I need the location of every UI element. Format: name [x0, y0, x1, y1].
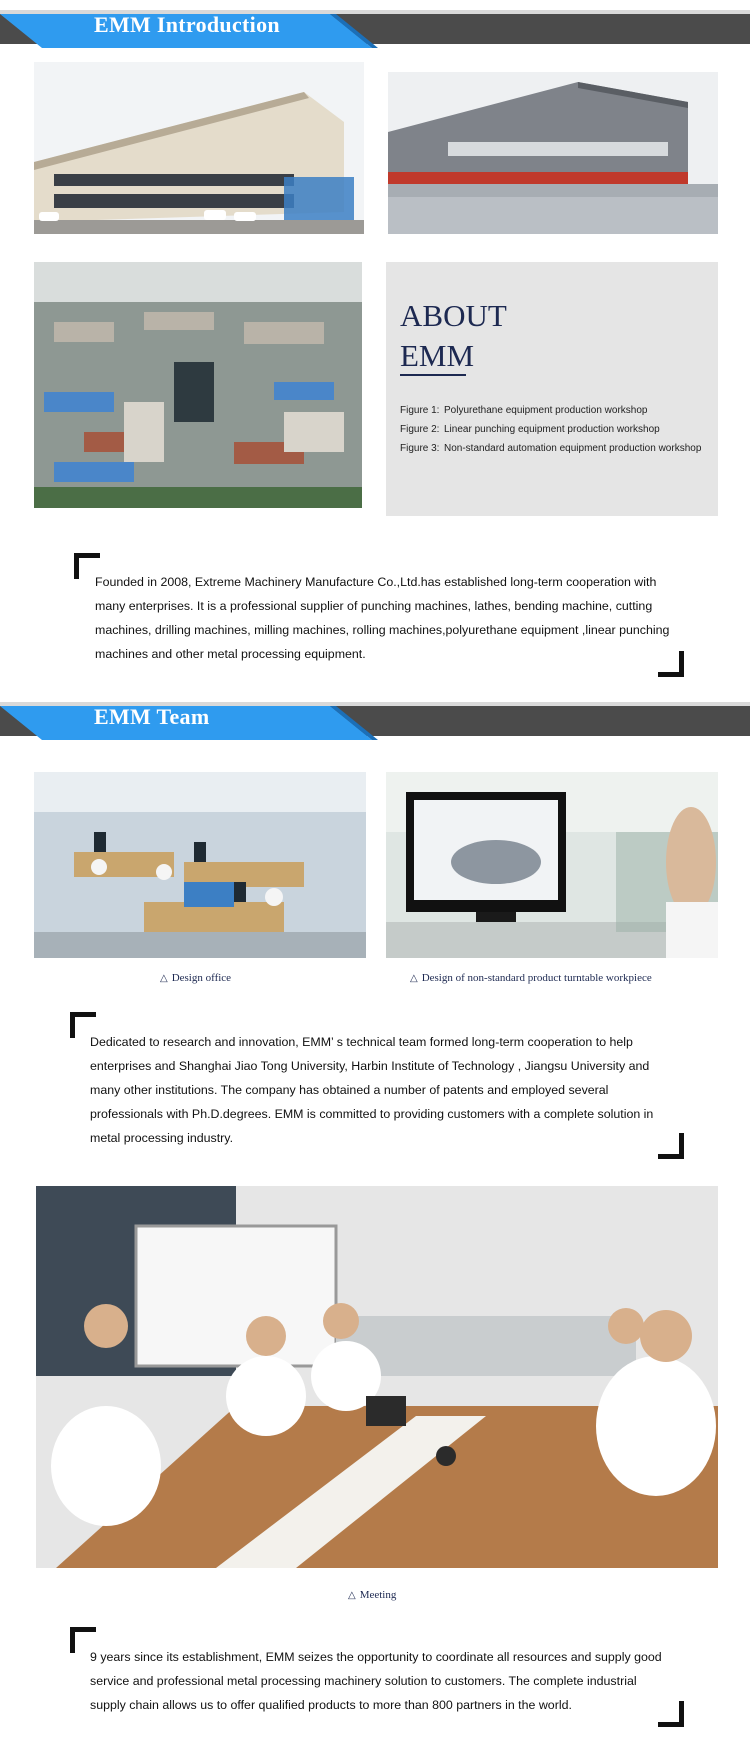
meeting-caption — [348, 1589, 396, 1601]
design-office-caption — [160, 972, 231, 984]
aerial-photo — [34, 262, 362, 508]
factory-photo-2 — [388, 72, 718, 234]
team-banner-title: EMM Team — [94, 704, 210, 729]
figure-number: Figure 2: — [400, 424, 440, 435]
caption-text: Design office — [171, 972, 232, 984]
team-banner — [0, 692, 750, 748]
figure-item — [400, 443, 701, 462]
intro-paragraph: Founded in 2008, Extreme Machinery Manufacture Co.,Ltd.has established long-term cooperation with many enterprises. It is a professional supplier of punching machines, lathes, bending machine, cutting machines, drilling machines, milling machines, rolling machines,polyurethane equipment ,linear punching machines and other metal processing equipment. — [95, 575, 670, 661]
closing-paragraph: 9 years since its establishment, EMM seizes the opportunity to coordinate all resources and supply good service and professional metal processing machinery solution to customers. The complete industrial supply chain allows us to offer qualified products to more than 800 partners in the world. — [90, 1650, 662, 1712]
meeting-photo — [36, 1186, 718, 1568]
about-title — [400, 296, 507, 376]
turntable-design-photo — [386, 772, 718, 958]
triangle-icon: △ — [160, 973, 168, 984]
quote-corner-bottom-right — [658, 1701, 684, 1727]
quote-corner-bottom-right — [658, 651, 684, 677]
figure-number: Figure 1: — [400, 405, 440, 416]
about-underline — [400, 374, 466, 376]
figure-item — [400, 424, 701, 443]
figure-item — [400, 405, 701, 424]
team-paragraph: Dedicated to research and innovation, EMM’ s technical team formed long-term cooperation to help enterprises and Shanghai Jiao Tong University, Harbin Institute of Technology , Jiangsu University and many other institutions. The company has obtained a number of patents and employed several professionals with Ph.D.degrees. EMM is committed to providing customers with a complete solution in metal processing industry. — [90, 1035, 654, 1145]
figure-text: Polyurethane equipment production workshop — [444, 405, 648, 416]
triangle-icon: △ — [348, 1590, 356, 1601]
design-office-photo — [34, 772, 366, 958]
triangle-icon: △ — [410, 973, 418, 984]
figure-text: Linear punching equipment production workshop — [444, 424, 660, 435]
about-panel — [386, 262, 718, 516]
intro-banner-title: EMM Introduction — [94, 12, 280, 37]
quote-corner-bottom-right — [658, 1133, 684, 1159]
caption-text: Meeting — [359, 1589, 397, 1601]
intro-banner — [0, 0, 750, 56]
figure-number: Figure 3: — [400, 443, 440, 454]
figure-text: Non-standard automation equipment production workshop — [444, 443, 702, 454]
factory-photo-1 — [34, 62, 364, 234]
figure-list — [400, 405, 701, 462]
about-title-line2: EMM — [400, 338, 475, 373]
caption-text: Design of non-standard product turntable workpiece — [421, 972, 652, 984]
turntable-caption — [410, 972, 652, 984]
about-title-line1: ABOUT — [400, 298, 507, 333]
